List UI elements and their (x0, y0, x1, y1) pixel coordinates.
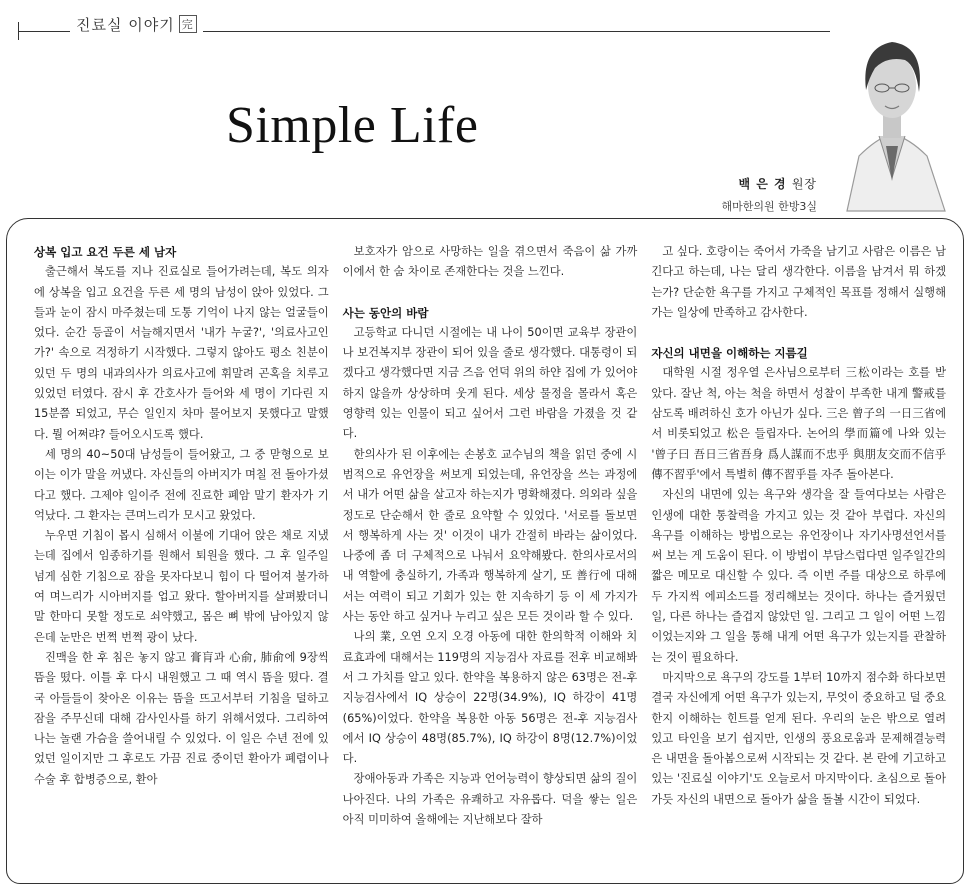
author-role: 원장 (791, 177, 817, 191)
paragraph: 자신의 내면에 있는 욕구와 생각을 잘 들여다보는 사람은 인생에 대한 통찰력을 가지고 있는 것 같아 부럽다. 자신의 욕구를 이해하는 방법으로는 유언장이나 자기사명선언서를 써 보는 게 도움이 된다. 이 방법이 부담스럽다면 일주일간의 짧은 메모로 대신할 수 있다. 즉 이번 주를 대상으로 하루에 두 가지씩 에피소드를 정리해보는 것이다. 하나는 즐거웠던 일, 다른 하나는 즐겁지 않았던 일. 그리고 그 일이 어떤 느낌이었는지와 그 일을 통해 내게 어떤 욕구가 있는지를 관찰하는 것이 필요하다. (651, 488, 947, 664)
paragraph: 진맥을 한 후 침은 놓지 않고 膏肓과 心俞, 肺俞에 9장씩 뜸을 떴다. 이틀 후 다시 내원했고 그 때 역시 뜸을 떴다. 결국 아들들이 찾아온 이유는 뜸을 뜨고서부터 기침을 덜하고 잠을 주무신데 대해 감사인사를 하기 위해서였다. 그리하여 나는 놀랜 가슴을 쓸어내릴 수 있었다. 이 일은 수년 전에 있었던 일이지만 그 후로도 가끔 진료 중이던 환아가 폐렴이나 수술 후 합병증으로, 환아 (34, 650, 329, 786)
series-mark: 完 (179, 15, 197, 33)
paragraph: 대학원 시절 정우열 은사님으로부터 三松이라는 호를 받았다. 잘난 척, 아는 척을 하면서 성찰이 부족한 내게 警戒를 삼도록 배려하신 호가 아닌가 싶다. 三은 曾子의 一日三省에서 비롯되었고 松은 들립자다. 논어의 學而篇에 나와 있는 '曾子曰 吾日三省吾身 爲人謀而不忠乎 與朋友交而不信乎 傳不習乎'에서 특별히 傳不習乎를 자주 돌아본다. (651, 366, 947, 481)
paragraph: 고등학교 다니던 시절에는 내 나이 50이면 교육부 장관이나 보건복지부 장관이 되어 있을 줄로 생각했다. 대통령이 되겠다고 생각했다면 지금 즈음 언덕 위의 하얀 집에 가 있어야하지 않을까 상상하며 웃게 된다. 세상 물정을 몰라서 혹은 영향력 있는 인물이 되고 싶어서 그런 바람을 가졌을 것 같다. (342, 325, 638, 441)
paragraph: 세 명의 40~50대 남성들이 들어왔고, 그 중 맏형으로 보이는 이가 말을 꺼냈다. 자신들의 아버지가 며칠 전 돌아가셨다고 했다. 그제야 일이주 전에 진료한 폐암 말기 환자가 기억났다. 그 환자는 큰며느리가 모시고 왔었다. (34, 447, 329, 522)
section-heading: 상복 입고 요건 두른 세 남자 (34, 245, 177, 259)
paragraph: 장애아동과 가족은 지능과 언어능력이 향상되면 삶의 질이 나아진다. 나의 가족은 유쾌하고 자유롭다. 덕을 쌓는 일은 아직 미미하여 올해에는 지난해보다 잘하 (342, 772, 638, 827)
author-affiliation: 해마한의원 한방3실 (721, 200, 817, 213)
author-block (721, 175, 817, 214)
section-gap (343, 283, 638, 303)
article-title: Simple Life (226, 97, 479, 154)
section-heading: 사는 동안의 바람 (342, 305, 429, 320)
paragraph: 마지막으로 욕구의 강도를 1부터 10까지 점수화 하다보면 결국 자신에게 어떤 욕구가 있는지, 무엇이 중요하고 덜 중요한지 이해하는 힌트를 얻게 된다. 우리의 눈은 밖으로 열려 있고 타인을 보기 쉽지만, 인생의 풍요로움과 문제해결능력은 내면을 돌아봄으로써 시작되는 것 같다. 본 란에 기고하고 있는 '진료실 이야기'도 오늘로서 마지막이다. 초심으로 돌아가듯 자신의 내면으로 돌아가 삶을 돌볼 시간이 되었다. (651, 670, 947, 806)
author-name: 백 은 경 (738, 177, 787, 191)
paragraph: 나의 業, 오연 오지 오경 아동에 대한 한의학적 이해와 치료효과에 대해서는 119명의 지능검사 자료를 전후 비교해봐서 그 가치를 알고 있다. 한약을 복용하지 않은 63명은 전-후 지능검사에서 IQ 상승이 22명(34.9%), IQ 하강이 41명(65%)이었다. 한약을 복용한 아동 56명은 전-후 지능검사에서 IQ 상승이 48명(85.7%), IQ 하강이 8명(12.7%)이었다. (342, 630, 638, 766)
column (34, 242, 329, 872)
paragraph: 누우면 기침이 몹시 심해서 이불에 기대어 앉은 채로 지냈는데 집에서 임종하기를 원해서 퇴원을 했다. 그 후 일주일 넘게 심한 기침으로 잠을 못자다보니 힘이 다 떨어져 불가하여 며느리가 시아버지를 업고 왔다. 할아버지를 살펴봤더니 말 한마디 못할 정도로 쇠약했고, 몸은 뼈 밖에 남아있지 않은데 눈만은 번쩍 번쩍 광이 났다. (34, 529, 329, 644)
author-photo (817, 6, 967, 216)
article-body (34, 242, 946, 872)
series-name: 진료실 이야기 (76, 16, 175, 34)
paragraph: 보호자가 암으로 사망하는 일을 겪으면서 죽음이 삶 가까이에서 한 숨 차이로 존재한다는 것을 느낀다. (342, 245, 638, 279)
paragraph: 한의사가 된 이후에는 손봉호 교수님의 책을 읽던 중에 시범적으로 유언장을 써보게 되었는데, 유언장을 쓰는 과정에서 내가 어떤 삶을 살고자 하는지가 명확해졌다. 의외라 싶을 정도로 단순해서 한 줄로 요약할 수 있었다. '서로를 돌보면서 행복하게 사는 것' 이것이 내가 간절히 바라는 삶이었다. 나중에 좀 더 구체적으로 나눠서 요약해봤다. 한의사로서의 내 역할에 충실하기, 가족과 행복하게 살기, 또 善行에 대해서는 여력이 되고 기회가 있는 한 지속하기 등 이 세 가지가 사는 동안 하고 싶거나 누리고 싶은 모든 것이라 할 수 있다. (342, 447, 638, 624)
series-label (70, 14, 203, 35)
paragraph: 고 싶다. 호랑이는 죽어서 가죽을 남기고 사람은 이름은 남긴다고 하는데, 나는 달리 생각한다. 이름을 남겨서 뭐 하겠는가? 단순한 욕구를 가지고 구체적인 목표를 정해서 실행해가는 일상에 만족하고 감사한다. (651, 245, 947, 319)
section-gap (651, 323, 946, 343)
column (651, 242, 946, 872)
paragraph: 출근해서 복도를 지나 진료실로 들어가려는데, 복도 의자에 상복을 입고 요건을 두른 세 명의 남성이 앉아 있었다. 그들과 눈이 잠시 마주쳤는데 도통 기억이 나지 않는 얼굴들이었다. 순간 등골이 서늘해지면서 '내가 누굴?', '의료사고인가?' 속으로 걱정하기 시작했다. 그렇지 않아도 평소 친분이 있던 두 명의 내과의사가 의료사고에 휘말려 곤혹을 치루고 있었던 터였다. 잠시 후 간호사가 들어와 세 명이 기다린 지 15분쯤 되었고, 무슨 일인지 차마 물어보지 못했다고 말했다. 뭘 어쩌랴? 들어오시도록 했다. (34, 265, 329, 441)
section-heading: 자신의 내면을 이해하는 지름길 (651, 346, 808, 361)
column (343, 242, 638, 872)
author-name-line (721, 175, 817, 192)
